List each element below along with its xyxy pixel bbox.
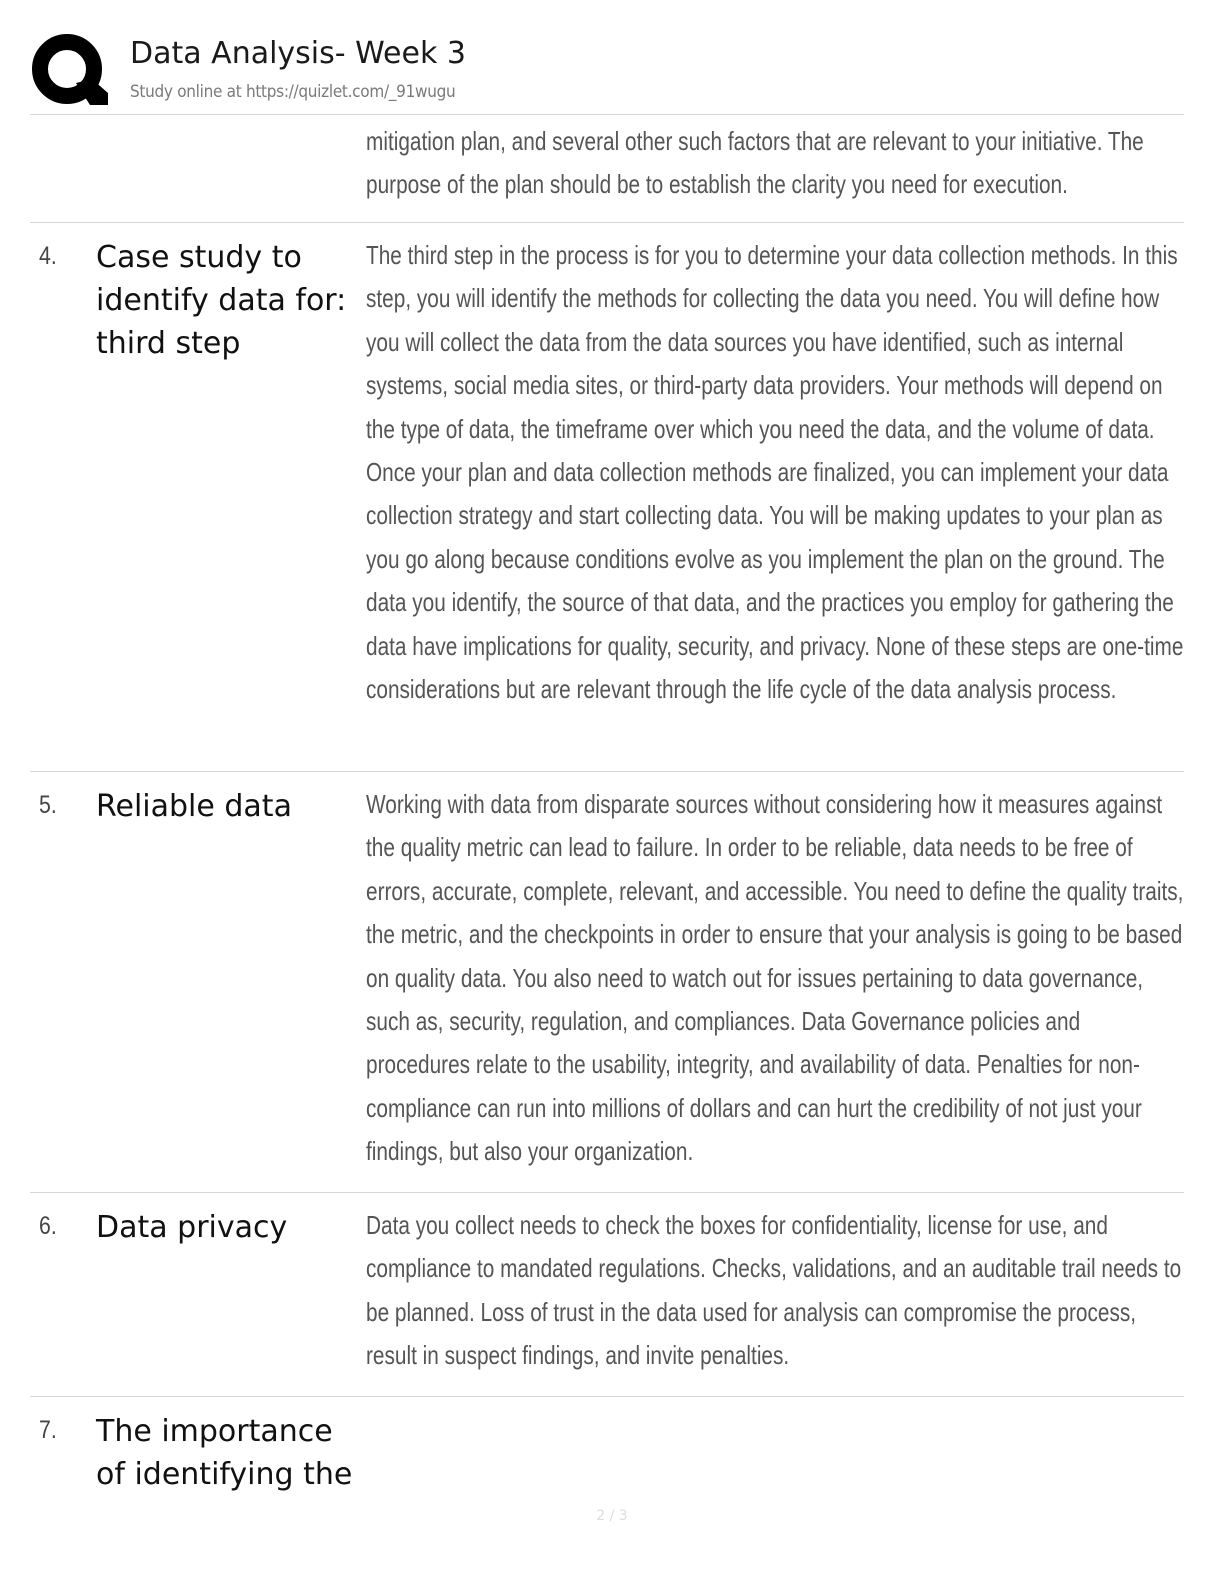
study-online-link[interactable]: Study online at https://quizlet.com/_91wugu xyxy=(130,82,456,102)
entry-definition xyxy=(366,234,1184,711)
entry-divider xyxy=(30,1396,1184,1397)
quizlet-q-icon xyxy=(32,33,108,109)
entry-number: 6. xyxy=(39,1212,57,1240)
entry-number: 5. xyxy=(39,791,57,819)
definition-text: The third step in the process is for you to determine your data collection methods. In this step, you will identify the methods for collecting the data you need. You will define how you will collect the data from the data sources you have identified, such as internal systems, social media sites, or third-party data providers. Your methods will depend on the type of data, the timeframe over which you need the data, and the volume of data. Once your plan and data collection methods are finalized, you can implement your data collection strategy and start collecting data. You will be making updates to your plan as you go along because conditions evolve as you implement the plan on the ground. The data you identify, the source of that data, and the practices you employ for gathering the data have implications for quality, security, and privacy. None of these steps are one-time considerations but are relevant through the life cycle of the data analysis process. xyxy=(366,240,1184,705)
entry-number: 7. xyxy=(39,1416,57,1444)
page-number: 2 / 3 xyxy=(596,1508,628,1524)
entry-definition xyxy=(366,783,1184,1174)
entry-term: Reliable data xyxy=(96,789,292,824)
document-title: Data Analysis- Week 3 xyxy=(130,36,466,71)
header-divider xyxy=(30,114,1184,115)
entry-divider xyxy=(30,222,1184,223)
entry-definition xyxy=(366,1204,1184,1378)
definition-text: Data you collect needs to check the boxes for confidentiality, license for use, and compliance to mandated regulations. Checks, validations, and an auditable trail needs to be planned. Loss of trust in the data used for analysis can compromise the process, result in suspect findings, and invite penalties. xyxy=(366,1210,1182,1371)
entry-divider xyxy=(30,771,1184,772)
entry-number: 4. xyxy=(39,242,57,270)
entry-divider xyxy=(30,1192,1184,1193)
definition-text: mitigation plan, and several other such factors that are relevant to your initiative. The purpose of the plan should be to establish the clarity you need for execution. xyxy=(366,126,1144,200)
definition-text: Working with data from disparate sources without considering how it measures against the quality metric can lead to failure. In order to be reliable, data needs to be free of errors, accurate, complete, relevant, and accessible. You need to define the quality traits, the metric, and the checkpoints in order to ensure that your analysis is going to be based on quality data. You also need to watch out for issues pertaining to data governance, such as, security, regulation, and compliances. Data Governance policies and procedures relate to the usability, integrity, and availability of data. Penalties for non-compliance can run into millions of dollars and can hurt the credibility of not just your findings, but also your organization. xyxy=(366,789,1184,1167)
continued-definition xyxy=(366,120,1184,207)
entry-term: The importance of identifying the xyxy=(96,1414,353,1492)
page-header xyxy=(30,30,1184,114)
entry-term: Case study to identify data for: third step xyxy=(96,240,347,361)
entry-term: Data privacy xyxy=(96,1210,288,1245)
